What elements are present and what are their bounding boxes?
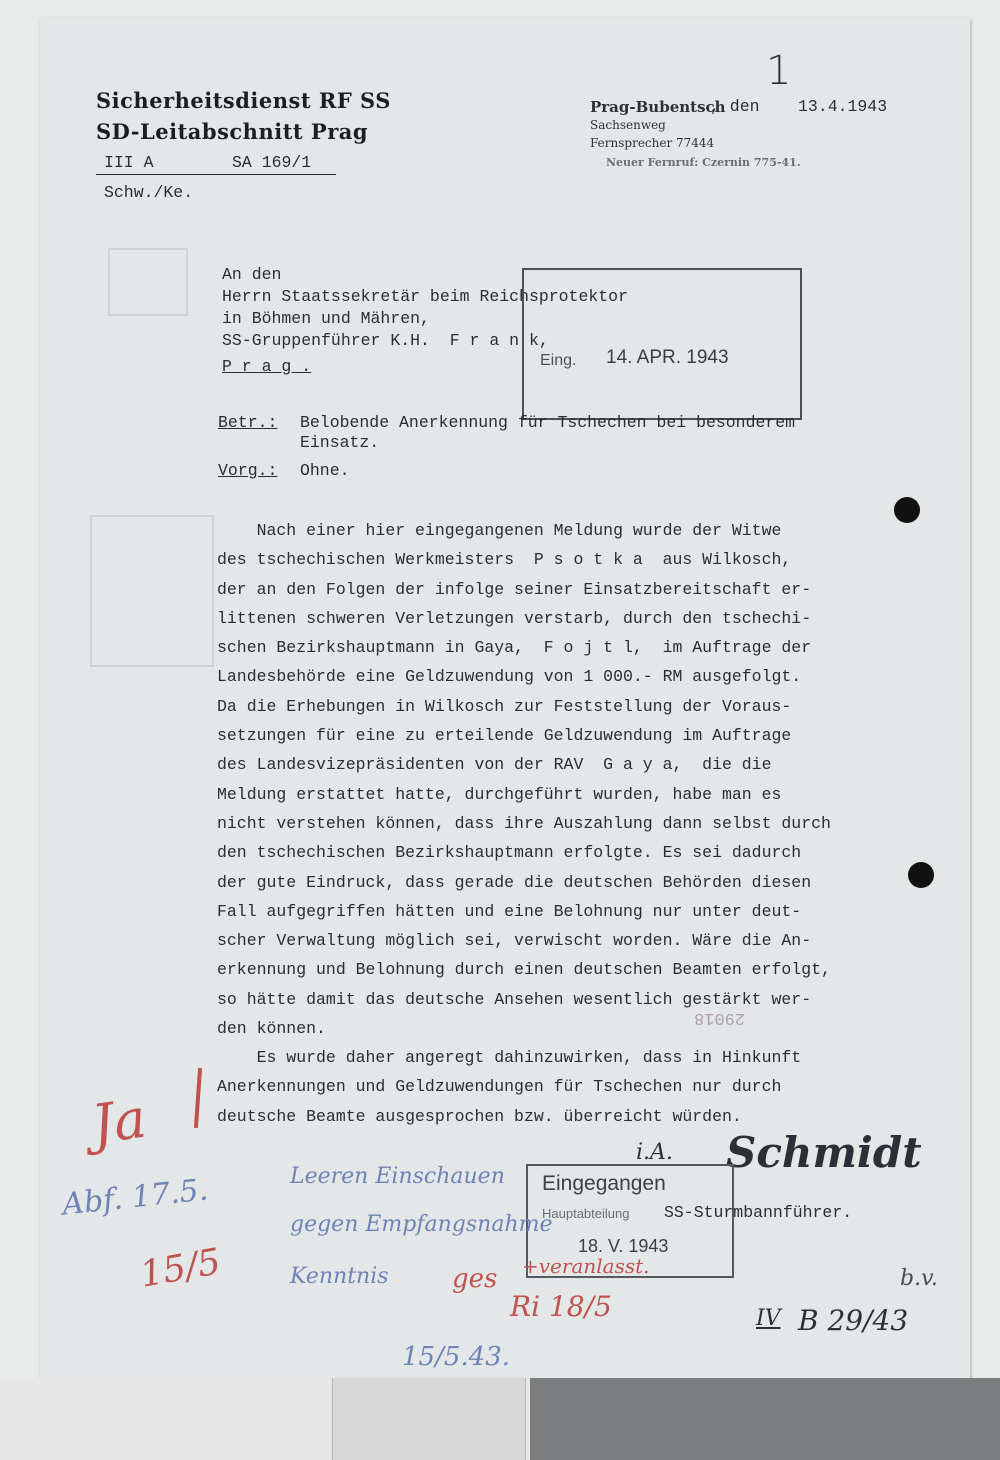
body-paragraph-1 <box>217 516 831 1043</box>
body-line: der gute Eindruck, dass gerade die deutschen Behörden diesen <box>217 872 812 892</box>
eingegangen-date: 18. V. 1943 <box>578 1236 669 1256</box>
body-line: scher Verwaltung möglich sei, verwischt worden. Wäre die An- <box>217 931 812 951</box>
sender-phone: Fernsprecher 77444 <box>590 136 715 150</box>
subject-line2: Einsatz. <box>300 433 380 452</box>
sender-new-phone: Neuer Fernruf: Czernin 775-41. <box>606 156 801 169</box>
blue-note-line3: Kenntnis <box>290 1264 389 1289</box>
body-line: der an den Folgen der infolge seiner Einsatzbereitschaft er- <box>217 579 812 599</box>
red-date-annotation: Ri 18/5 <box>510 1290 612 1323</box>
body-line: Landesbehörde eine Geldzuwendung von 1 000.- RM ausgefolgt. <box>217 667 802 687</box>
ink-bv-annotation: b.v. <box>900 1266 938 1291</box>
red-ges-annotation: ges <box>452 1264 498 1294</box>
reference-prev-value: Ohne. <box>300 461 350 480</box>
dictation-initials: Schw./Ke. <box>104 183 194 202</box>
receipt-stamp-label: Eing. <box>540 352 577 369</box>
body-line: schen Bezirkshauptmann in Gaya, F o j t l, im Auftrage der <box>217 638 812 658</box>
ghost-stamp-left <box>108 248 188 316</box>
body-line: Meldung erstattet hatte, durchgeführt wurden, habe man es <box>217 784 782 804</box>
sender-date-prefix: , den <box>710 97 760 116</box>
ghost-stamp-left2 <box>90 515 214 667</box>
letterhead-line2: SD-Leitabschnitt Prag <box>96 119 369 144</box>
reference-dept: III A <box>104 153 154 172</box>
eingegangen-title: Eingegangen <box>542 1172 666 1195</box>
eingegangen-sub: Hauptabteilung <box>542 1206 630 1221</box>
punch-hole-bottom <box>908 862 934 888</box>
body-line: so hätte damit das deutsche Ansehen wesentlich gestärkt wer- <box>217 989 812 1009</box>
signature-iv: i.A. <box>636 1140 673 1165</box>
receipt-stamp <box>522 268 802 420</box>
receipt-stamp-date: 14. APR. 1943 <box>606 347 729 368</box>
address-line1: An den <box>222 265 282 284</box>
body-line: nicht verstehen können, dass ihre Auszahlung dann selbst durch <box>217 813 831 833</box>
reference-prev-label: Vorg.: <box>218 461 278 480</box>
punch-hole-top <box>894 497 920 523</box>
blue-abf-annotation: Abf. 17.5. <box>60 1172 210 1223</box>
signature-rank: SS-Sturmbannführer. <box>664 1203 853 1222</box>
ink-ref-number: B 29/43 <box>798 1304 909 1337</box>
body-line: Fall aufgegriffen hätten und eine Belohnung nur unter deut- <box>217 901 802 921</box>
address-city: P r a g . <box>222 357 312 376</box>
body-line: den können. <box>217 1019 326 1039</box>
body-line: setzungen für eine zu erteilende Geldzuwendung im Auftrage <box>217 726 792 746</box>
address-line2: Herrn Staatssekretär beim Reichsprotektor <box>222 287 628 306</box>
body-line: des tschechischen Werkmeisters P s o t k a aus Wilkosch, <box>217 550 792 570</box>
page-number: 1 <box>766 48 792 94</box>
address-line4: SS-Gruppenführer K.H. F r a n k, <box>222 331 549 350</box>
faint-stamp-number: 29018 <box>694 1008 746 1027</box>
sender-place: Prag-Bubentsch <box>590 98 726 116</box>
body-line: erkennung und Belohnung durch einen deutschen Beamten erfolgt, <box>217 960 831 980</box>
sender-street: Sachsenweg <box>590 118 666 132</box>
body-line: Nach einer hier eingegangenen Meldung wurde der Witwe <box>217 521 782 540</box>
dark-block <box>530 1378 1000 1460</box>
body-line: Anerkennungen und Geldzuwendungen für Tschechen nur durch <box>217 1077 782 1097</box>
reference-number: SA 169/1 <box>232 153 312 172</box>
body-line: Es wurde daher angeregt dahinzuwirken, dass in Hinkunft <box>217 1048 802 1067</box>
body-line: den tschechischen Bezirkshauptmann erfolgte. Es sei dadurch <box>217 843 802 863</box>
blue-note-line2: gegen Empfangsnahme <box>290 1212 553 1237</box>
ink-ref-roman: IV <box>756 1306 781 1331</box>
letter-date: 13.4.1943 <box>798 97 888 116</box>
subject-line1: Belobende Anerkennung für Tschechen bei besonderem <box>300 413 796 432</box>
body-line: littenen schweren Verletzungen verstarb, durch den tschechi- <box>217 608 812 628</box>
subject-label: Betr.: <box>218 413 278 432</box>
body-paragraph-2 <box>217 1043 801 1131</box>
body-line: des Landesvizepräsidenten von der RAV G a y a, die die <box>217 755 772 775</box>
gray-block <box>332 1378 526 1460</box>
letterhead-line1: Sicherheitsdienst RF SS <box>96 88 391 113</box>
reference-underline <box>96 174 336 175</box>
body-line: Da die Erhebungen in Wilkosch zur Feststellung der Voraus- <box>217 696 792 716</box>
red-initial-annotation: 15/5 <box>137 1241 224 1296</box>
blue-note-line1: Leeren Einschauen <box>290 1164 505 1189</box>
red-ja-annotation: Ja <box>87 1086 150 1157</box>
signature-handwritten: Schmidt <box>726 1128 922 1177</box>
red-veranlasst-annotation: +veranlasst. <box>522 1254 650 1278</box>
address-line3: in Böhmen und Mähren, <box>222 309 430 328</box>
blue-date-annotation: 15/5.43. <box>402 1342 510 1372</box>
body-line: deutsche Beamte ausgesprochen bzw. überreicht würden. <box>217 1106 742 1126</box>
